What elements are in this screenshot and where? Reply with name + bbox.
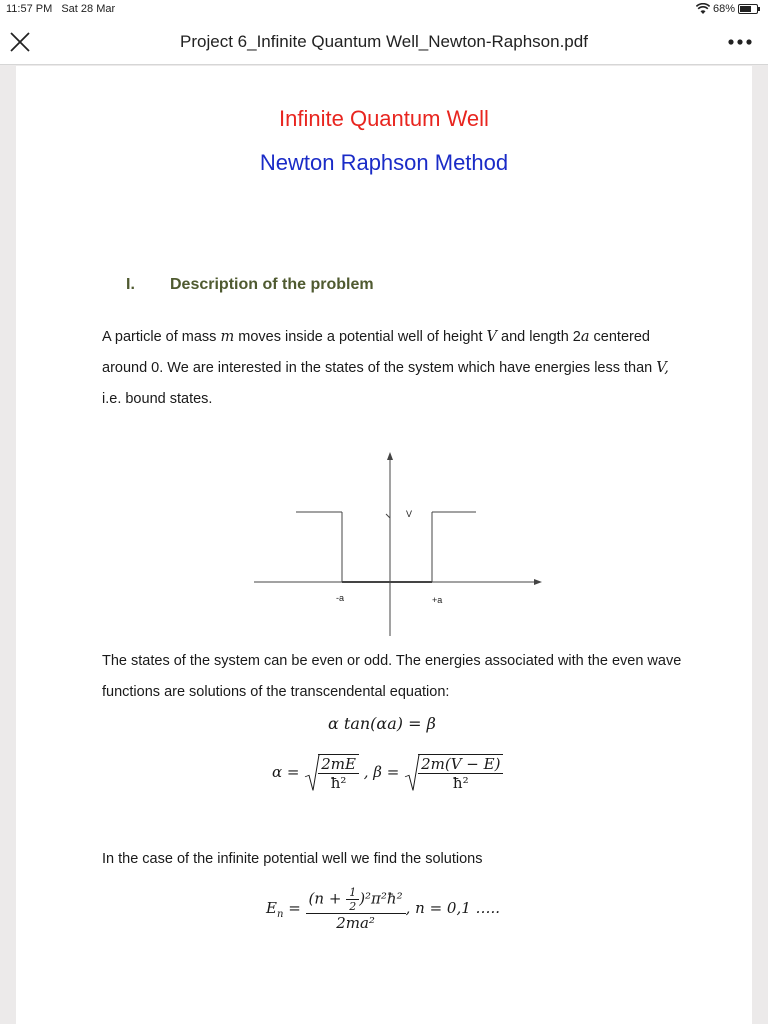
battery-icon: [738, 4, 758, 14]
label-plus-a: +a: [432, 595, 443, 605]
section-title: Description of the problem: [170, 276, 374, 293]
battery-percent: 68%: [712, 3, 735, 15]
status-bar: [0, 0, 768, 20]
wifi-icon: [696, 3, 710, 15]
energy-solution-equation: $E_n$ = (n + $\frac{1}{2}$ )²π²ħ² 2ma² , n = 0,1 …..: [266, 886, 501, 932]
even-states-paragraph: The states of the system can be even or odd. The energies associated with the even wave functions are solutions of the transcendental equation:: [102, 653, 682, 700]
more-options-icon[interactable]: [726, 30, 754, 54]
pdf-page[interactable]: [16, 66, 752, 1024]
alpha-beta-definitions: α = $\frac{2mE}{\text{ħ²}}$ , β = $\frac{2m(V - E)}{\text{ħ²}}$: [272, 754, 503, 792]
toolbar: [0, 20, 768, 65]
status-date: Sat 28 Mar: [61, 3, 116, 15]
label-minus-a: -a: [336, 593, 345, 603]
status-time: 11:57 PM: [6, 3, 53, 15]
infinite-well-paragraph: In the case of the infinite potential well we find the solutions: [102, 851, 483, 867]
transcendental-equation: α tan(αa) = β: [328, 714, 436, 733]
title-line-2: Newton Raphson Method: [259, 150, 509, 175]
document-title: Project 6_Infinite Quantum Well_Newton-Raphson.pdf: [180, 32, 588, 51]
label-v: V: [406, 509, 413, 519]
section-number: I.: [126, 276, 135, 293]
title-line-1: Infinite Quantum Well: [279, 106, 489, 131]
potential-well-diagram: [246, 446, 546, 636]
problem-paragraph: A particle of mass m moves inside a potential well of height V and length 2a centered around 0. We are interested in the states of the system which have energies less than V, i.e. bound states.: [102, 329, 669, 407]
